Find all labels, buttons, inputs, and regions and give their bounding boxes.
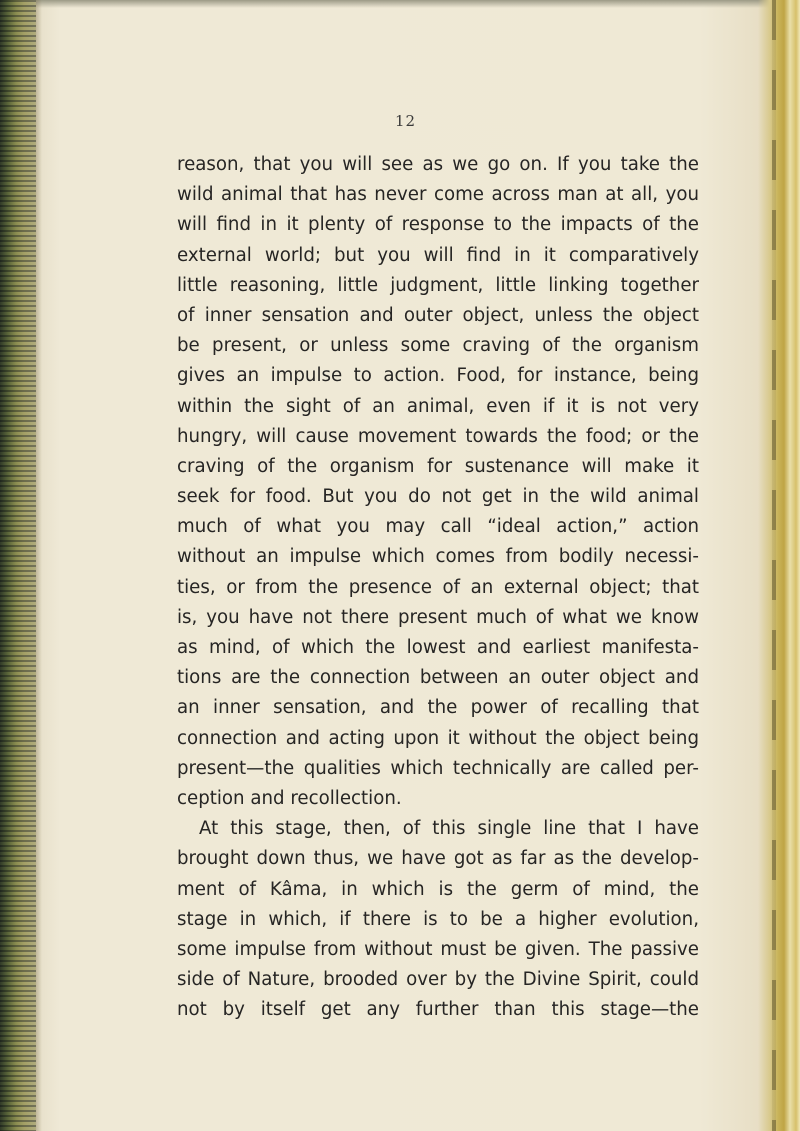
book-binding-edge [0,0,36,1131]
text-line: of inner sensation and outer object, unless the object [177,304,699,326]
text-line: seek for food. But you do not get in the wild animal [177,486,699,508]
text-line: hungry, will cause movement towards the food; or the [177,425,699,447]
body-text [177,150,699,1025]
text-line: some impulse from without must be given. The passive [177,938,699,960]
text-line: craving of the organism for sustenance will make it [177,455,699,477]
text-line: side of Nature, brooded over by the Divine Spirit, could [177,969,699,991]
text-line: gives an impulse to action. Food, for instance, being [177,365,699,387]
text-line: brought down thus, we have got as far as the develop- [177,848,699,870]
text-line: connection and acting upon it without the object being [177,727,699,749]
text-line: At this stage, then, of this single line that I have [199,818,699,840]
text-line: as mind, of which the lowest and earliest manifesta- [177,637,699,658]
text-line: ment of Kâma, in which is the germ of mind, the [177,878,699,900]
page-number: 12 [395,112,417,130]
text-line: will find in it plenty of response to the impacts of the [177,214,699,236]
text-line: without an impulse which comes from bodily necessi- [177,546,699,568]
text-line: is, you have not there present much of what we know [177,606,699,628]
text-line: ception and recollection. [177,787,402,809]
page-top-shadow [0,0,800,8]
text-line: an inner sensation, and the power of recalling that [177,697,699,719]
text-line: tions are the connection between an outer object and [177,667,699,689]
text-line: ties, or from the presence of an external object; that [177,576,699,598]
page-fore-edge [758,0,800,1131]
text-line: be present, or unless some craving of the organism [177,335,699,357]
text-line: reason, that you will see as we go on. If you take the [177,154,699,175]
text-line: little reasoning, little judgment, little linking together [177,274,699,296]
text-line: present—the qualities which technically are called per- [177,757,699,779]
text-line: stage in which, if there is to be a higher evolution, [177,908,699,930]
text-line: external world; but you will find in it comparatively [177,244,699,266]
text-line: wild animal that has never come across man at all, you [177,184,699,206]
text-line: much of what you may call “ideal action,” action [177,516,699,538]
text-line: within the sight of an animal, even if it is not very [177,395,699,417]
text-line: not by itself get any further than this stage—the [177,999,699,1021]
